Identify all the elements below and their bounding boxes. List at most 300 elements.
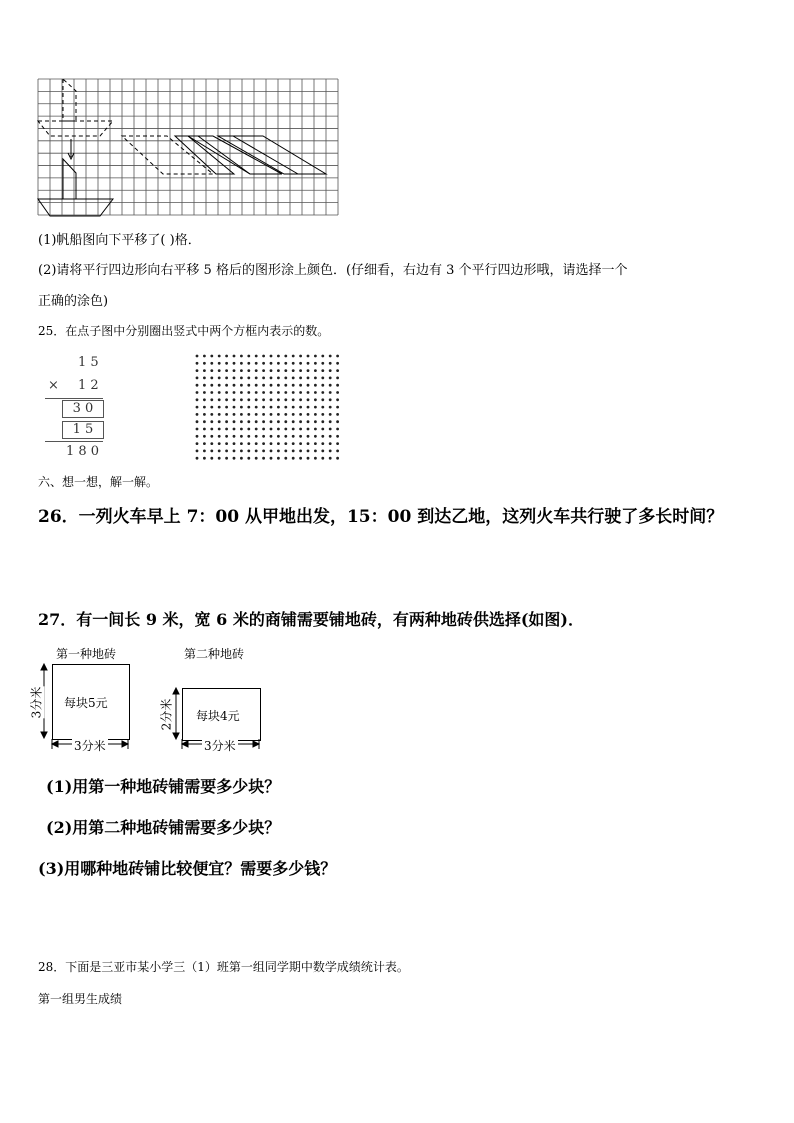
- dot: [299, 428, 302, 431]
- dot: [336, 406, 339, 409]
- dot: [196, 450, 199, 453]
- dot: [196, 362, 199, 365]
- dot: [233, 391, 236, 394]
- dot: [255, 391, 258, 394]
- q27-sub1: (1)用第一种地砖铺需要多少块？: [46, 777, 281, 796]
- dot: [292, 457, 295, 460]
- dot: [218, 450, 221, 453]
- dot: [262, 406, 265, 409]
- dot: [307, 377, 310, 380]
- dot: [247, 450, 250, 453]
- dot: [329, 457, 332, 460]
- dot: [292, 377, 295, 380]
- dot: [255, 457, 258, 460]
- dot: [329, 406, 332, 409]
- dot: [299, 384, 302, 387]
- dot: [218, 442, 221, 445]
- dot: [336, 377, 339, 380]
- dot: [233, 369, 236, 372]
- dot: [270, 442, 273, 445]
- sailboat-original: [38, 79, 113, 136]
- dot: [210, 377, 213, 380]
- sailboat-translated: [38, 159, 113, 216]
- dot: [255, 420, 258, 423]
- dot: [225, 377, 228, 380]
- dot: [255, 362, 258, 365]
- dot: [210, 362, 213, 365]
- q28-title: 28．下面是三亚市某小学三（1）班第一组同学期中数学成绩统计表。: [38, 960, 409, 974]
- dot: [329, 369, 332, 372]
- dot: [196, 377, 199, 380]
- dot: [321, 457, 324, 460]
- dot: [262, 435, 265, 438]
- dot: [329, 450, 332, 453]
- dot: [284, 391, 287, 394]
- dot: [247, 435, 250, 438]
- dot: [336, 391, 339, 394]
- dot: [299, 413, 302, 416]
- tile1-caption: 第一种地砖: [56, 647, 117, 661]
- dot: [336, 420, 339, 423]
- dot: [292, 384, 295, 387]
- dot: [277, 398, 280, 401]
- dot: [299, 398, 302, 401]
- dot: [321, 398, 324, 401]
- dot: [299, 435, 302, 438]
- dot: [314, 362, 317, 365]
- dot: [307, 435, 310, 438]
- dot: [329, 442, 332, 445]
- dot: [233, 398, 236, 401]
- dot: [336, 355, 339, 358]
- dot: [255, 384, 258, 387]
- dot: [233, 377, 236, 380]
- dot: [321, 369, 324, 372]
- dot: [307, 413, 310, 416]
- dot: [240, 377, 243, 380]
- dot: [196, 457, 199, 460]
- dot: [203, 413, 206, 416]
- q27-title: 27．有一间长 9 米，宽 6 米的商铺需要铺地砖，有两种地砖供选择(如图)．: [38, 610, 584, 629]
- dot: [329, 377, 332, 380]
- tile1-width-label: 3分米: [74, 739, 106, 753]
- dot: [233, 428, 236, 431]
- dot: [240, 369, 243, 372]
- dot: [284, 398, 287, 401]
- dot: [262, 457, 265, 460]
- dot: [196, 391, 199, 394]
- dot: [225, 362, 228, 365]
- dot-grid[interactable]: [194, 353, 344, 463]
- dot: [277, 457, 280, 460]
- dot: [247, 420, 250, 423]
- dot: [210, 369, 213, 372]
- dot: [270, 413, 273, 416]
- dot: [210, 442, 213, 445]
- dot: [321, 420, 324, 423]
- dot: [314, 428, 317, 431]
- dot: [225, 398, 228, 401]
- dot: [203, 428, 206, 431]
- section-six-heading: 六、想一想，解一解。: [38, 475, 159, 489]
- dot: [196, 384, 199, 387]
- dot: [321, 384, 324, 387]
- dot: [240, 362, 243, 365]
- dot: [203, 420, 206, 423]
- dot: [218, 377, 221, 380]
- dot: [307, 420, 310, 423]
- dot: [292, 420, 295, 423]
- dot: [270, 377, 273, 380]
- dot: [314, 450, 317, 453]
- dot: [284, 384, 287, 387]
- dot: [284, 406, 287, 409]
- dot: [262, 391, 265, 394]
- dot: [270, 435, 273, 438]
- dot: [321, 406, 324, 409]
- dot: [196, 420, 199, 423]
- dot: [240, 384, 243, 387]
- dot: [292, 435, 295, 438]
- dot: [336, 435, 339, 438]
- parallelogram-a: [175, 136, 234, 174]
- dot: [314, 384, 317, 387]
- dot: [218, 384, 221, 387]
- dot: [203, 355, 206, 358]
- dot: [225, 442, 228, 445]
- dot: [225, 355, 228, 358]
- dot: [270, 457, 273, 460]
- dot: [336, 384, 339, 387]
- dot: [203, 362, 206, 365]
- dot: [277, 435, 280, 438]
- dot: [336, 398, 339, 401]
- dot: [262, 377, 265, 380]
- dot: [225, 413, 228, 416]
- tile2-width-label: 3分米: [204, 739, 236, 753]
- dot: [262, 413, 265, 416]
- dot: [336, 457, 339, 460]
- dot: [292, 391, 295, 394]
- dot: [329, 362, 332, 365]
- dot: [314, 377, 317, 380]
- dot: [299, 391, 302, 394]
- dot: [277, 442, 280, 445]
- dot: [240, 428, 243, 431]
- dot: [210, 413, 213, 416]
- dot: [218, 406, 221, 409]
- tile2-caption: 第二种地砖: [184, 647, 245, 661]
- dot: [203, 406, 206, 409]
- dot: [277, 428, 280, 431]
- dot: [292, 362, 295, 365]
- dot: [247, 406, 250, 409]
- dot: [270, 384, 273, 387]
- dot: [233, 435, 236, 438]
- dot: [299, 450, 302, 453]
- dot: [292, 428, 295, 431]
- dot: [240, 413, 243, 416]
- dot: [299, 377, 302, 380]
- tile1-height-label: 3分米: [29, 686, 44, 719]
- dot: [299, 362, 302, 365]
- dot: [277, 450, 280, 453]
- dot: [292, 442, 295, 445]
- dot: [277, 362, 280, 365]
- dot: [284, 377, 287, 380]
- dot: [329, 391, 332, 394]
- dot: [299, 420, 302, 423]
- dot: [255, 369, 258, 372]
- dot: [284, 362, 287, 365]
- dot: [203, 435, 206, 438]
- dot: [329, 413, 332, 416]
- dot: [262, 450, 265, 453]
- dot: [270, 369, 273, 372]
- dot: [292, 398, 295, 401]
- dot: [336, 450, 339, 453]
- rule-2: [45, 441, 103, 442]
- dot: [321, 435, 324, 438]
- dot: [233, 355, 236, 358]
- multiplicand: 1 5: [78, 355, 99, 370]
- dot: [233, 457, 236, 460]
- dot: [225, 450, 228, 453]
- dot: [255, 428, 258, 431]
- dot: [196, 442, 199, 445]
- dot: [284, 450, 287, 453]
- tile1-price: 每块5元: [64, 696, 108, 710]
- dot: [203, 384, 206, 387]
- q25-title: 25．在点子图中分别圈出竖式中两个方框内表示的数。: [38, 324, 330, 338]
- dot: [218, 398, 221, 401]
- parallelogram-original: [122, 136, 213, 174]
- dot: [225, 406, 228, 409]
- dot: [329, 435, 332, 438]
- dot: [277, 420, 280, 423]
- dot: [307, 406, 310, 409]
- dot: [203, 398, 206, 401]
- dot: [233, 384, 236, 387]
- dot: [336, 369, 339, 372]
- dot: [240, 450, 243, 453]
- dot: [225, 391, 228, 394]
- dot: [210, 391, 213, 394]
- dot: [203, 369, 206, 372]
- product: 1 8 0: [66, 444, 100, 459]
- dot: [321, 450, 324, 453]
- dot: [270, 362, 273, 365]
- dot: [314, 435, 317, 438]
- dot: [270, 450, 273, 453]
- dot: [307, 391, 310, 394]
- q24-part1: (1)帆船图向下平移了( )格．: [38, 233, 201, 248]
- dot: [336, 413, 339, 416]
- dot: [247, 442, 250, 445]
- dot: [284, 369, 287, 372]
- dot: [218, 428, 221, 431]
- dot: [292, 406, 295, 409]
- dot: [284, 428, 287, 431]
- dot: [262, 442, 265, 445]
- dot: [262, 420, 265, 423]
- dot: [240, 457, 243, 460]
- dot: [307, 428, 310, 431]
- multiply-sign: ×: [48, 378, 59, 393]
- dot: [329, 420, 332, 423]
- dot: [270, 391, 273, 394]
- dot: [307, 384, 310, 387]
- dot: [277, 377, 280, 380]
- dot: [284, 355, 287, 358]
- dot: [210, 457, 213, 460]
- dot: [284, 442, 287, 445]
- dot: [218, 420, 221, 423]
- tile2-price: 每块4元: [196, 709, 240, 723]
- dot: [307, 355, 310, 358]
- dot: [299, 442, 302, 445]
- dot: [307, 457, 310, 460]
- dot: [277, 391, 280, 394]
- dot: [314, 398, 317, 401]
- dot: [299, 355, 302, 358]
- dot: [321, 442, 324, 445]
- dot: [225, 420, 228, 423]
- dot: [277, 413, 280, 416]
- dot: [210, 406, 213, 409]
- dot: [240, 442, 243, 445]
- q28-subtitle: 第一组男生成绩: [38, 992, 123, 1006]
- dot: [277, 355, 280, 358]
- dot: [292, 369, 295, 372]
- dot: [321, 428, 324, 431]
- dot: [196, 428, 199, 431]
- dot: [270, 420, 273, 423]
- dot: [247, 355, 250, 358]
- dot: [196, 406, 199, 409]
- dot: [218, 413, 221, 416]
- dot: [299, 369, 302, 372]
- dot: [270, 398, 273, 401]
- tile2-height-label: 2分米: [159, 698, 174, 731]
- dot: [270, 355, 273, 358]
- dot: [255, 398, 258, 401]
- dot: [240, 398, 243, 401]
- dot: [314, 406, 317, 409]
- dot: [225, 428, 228, 431]
- dot: [196, 435, 199, 438]
- dot: [321, 355, 324, 358]
- dot: [255, 442, 258, 445]
- dot: [277, 406, 280, 409]
- dot: [284, 420, 287, 423]
- partial-box-1: 3 0: [62, 400, 104, 418]
- dot: [233, 450, 236, 453]
- dot: [210, 420, 213, 423]
- dot: [307, 362, 310, 365]
- dot: [233, 406, 236, 409]
- dot: [210, 398, 213, 401]
- dot: [218, 362, 221, 365]
- dot: [218, 355, 221, 358]
- dot: [218, 391, 221, 394]
- dot: [277, 384, 280, 387]
- dot: [203, 391, 206, 394]
- q27-sub2: (2)用第二种地砖铺需要多少块？: [46, 818, 281, 837]
- dot: [247, 369, 250, 372]
- dot: [210, 450, 213, 453]
- dot: [270, 428, 273, 431]
- dot: [247, 384, 250, 387]
- dot: [247, 413, 250, 416]
- dot: [233, 420, 236, 423]
- dot: [218, 457, 221, 460]
- dot: [196, 413, 199, 416]
- dot: [233, 413, 236, 416]
- dot: [196, 369, 199, 372]
- dot: [299, 457, 302, 460]
- dot: [321, 377, 324, 380]
- q27-sub3: (3)用哪种地砖铺比较便宜？需要多少钱？: [38, 859, 337, 878]
- parallelogram-b: [188, 136, 282, 174]
- dot: [321, 413, 324, 416]
- dot: [284, 435, 287, 438]
- rule-1: [45, 398, 103, 399]
- dot: [314, 355, 317, 358]
- dot: [203, 442, 206, 445]
- dot: [314, 369, 317, 372]
- dot: [284, 413, 287, 416]
- dot: [314, 391, 317, 394]
- dot: [196, 355, 199, 358]
- translation-grid-figure: [38, 79, 338, 217]
- dot: [336, 428, 339, 431]
- dot: [240, 435, 243, 438]
- dot: [240, 355, 243, 358]
- dot: [292, 355, 295, 358]
- dot: [292, 450, 295, 453]
- dot: [307, 398, 310, 401]
- dot: [210, 384, 213, 387]
- dot: [240, 391, 243, 394]
- dot: [255, 450, 258, 453]
- dot: [247, 398, 250, 401]
- dot: [321, 391, 324, 394]
- dot: [255, 377, 258, 380]
- dot: [321, 362, 324, 365]
- q24-part2-line2: 正确的涂色): [38, 294, 109, 309]
- dot: [210, 435, 213, 438]
- dot: [210, 428, 213, 431]
- dot: [255, 355, 258, 358]
- partial-box-2: 1 5: [62, 421, 104, 439]
- dot: [314, 413, 317, 416]
- dot: [247, 362, 250, 365]
- dot: [218, 435, 221, 438]
- q26-text: 26．一列火车早上 7：00 从甲地出发，15：00 到达乙地，这列火车共行驶了多长时间？: [38, 507, 724, 527]
- dot: [262, 428, 265, 431]
- dot: [329, 384, 332, 387]
- dot: [255, 406, 258, 409]
- dot: [307, 450, 310, 453]
- q24-part2-line1: (2)请将平行四边形向右平移 5 格后的图形涂上颜色．(仔细看，右边有 3 个平行四边形哦，请选择一个: [38, 263, 628, 278]
- dot: [307, 369, 310, 372]
- dot: [247, 428, 250, 431]
- dot: [247, 377, 250, 380]
- dot: [247, 391, 250, 394]
- dot: [233, 362, 236, 365]
- dot: [314, 442, 317, 445]
